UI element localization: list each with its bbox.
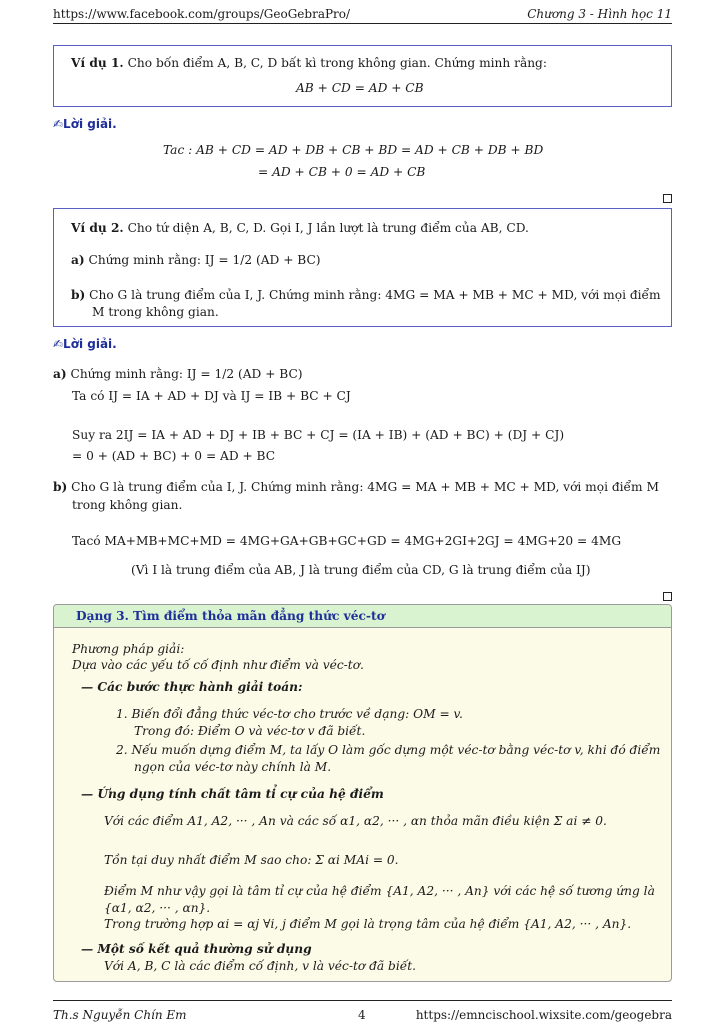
dang-3-box <box>53 604 672 982</box>
step-1-line-a: 1. Biến đổi đẳng thức véc-tơ cho trước về dạng: OM = v. <box>116 707 463 721</box>
dang-3-title: Dạng 3. Tìm điểm thỏa mãn đẳng thức véc-tơ <box>76 609 385 623</box>
page-footer <box>53 1000 672 1024</box>
solution-1-line-2: = AD + CB + 0 = AD + CB <box>258 165 426 179</box>
dang-3-header <box>54 605 671 628</box>
page-header <box>53 6 672 24</box>
results-line-1: Với A, B, C là các điểm cố định, v là véc-tơ đã biết. <box>104 959 416 973</box>
header-url[interactable]: https://www.facebook.com/groups/GeoGebraPro/ <box>53 7 351 21</box>
example-1-statement <box>71 55 547 73</box>
solution-2-a-line-2: Ta có IJ = IA + AD + DJ và IJ = IB + BC + CJ <box>72 389 351 403</box>
solution-2-a-label: a) <box>53 367 67 381</box>
application-line-2: Tồn tại duy nhất điểm M sao cho: Σ αi MAi = 0. <box>104 853 399 867</box>
method-label: Phương pháp giải: <box>72 642 185 656</box>
footer-author: Th.s Nguyễn Chín Em <box>53 1008 187 1022</box>
part-a-text: Chứng minh rằng: IJ = 1/2 (AD + BC) <box>88 253 321 267</box>
solution-2-a-line-3: Suy ra 2IJ = IA + AD + DJ + IB + BC + CJ = (IA + IB) + (AD + BC) + (DJ + CJ) <box>72 428 565 442</box>
solution-1-label: ✍Lời giải. <box>53 117 117 131</box>
solution-2-b-line-2: trong không gian. <box>72 498 183 512</box>
part-a-label: a) <box>71 253 85 267</box>
footer-url[interactable]: https://emncischool.wixsite.com/geogebra <box>415 1008 672 1022</box>
example-2-part-a <box>71 252 321 270</box>
solution-2-b-line-4: (Vì I là trung điểm của AB, J là trung điểm của CD, G là trung điểm của IJ) <box>131 563 591 577</box>
solution-2-a-line-1 <box>53 366 303 384</box>
application-heading: — Ứng dụng tính chất tâm tỉ cự của hệ điểm <box>81 787 384 801</box>
solution-1-line-1: Tac : AB + CD = AD + DB + CB + BD = AD + CB + DB + BD <box>163 143 544 157</box>
solution-2-a-line-4: = 0 + (AD + BC) + 0 = AD + BC <box>72 449 276 463</box>
method-text: Dựa vào các yếu tố cố định như điểm và véc-tơ. <box>72 658 364 672</box>
application-line-3: Điểm M như vậy gọi là tâm tỉ cự của hệ điểm {A1, A2, ··· , An} với các hệ số tương ứng là <box>104 884 655 898</box>
results-heading: — Một số kết quả thường sử dụng <box>81 942 312 956</box>
steps-heading: — Các bước thực hành giải toán: <box>81 680 303 694</box>
solution-2-b-line-3: Tacó MA+MB+MC+MD = 4MG+GA+GB+GC+GD = 4MG+2GI+2GJ = 4MG+20 = 4MG <box>72 534 622 548</box>
application-line-1: Với các điểm A1, A2, ··· , An và các số α1, α2, ··· , αn thỏa mãn điều kiện Σ ai ≠ 0. <box>104 814 607 828</box>
step-1-line-b: Trong đó: Điểm O và véc-tơ v đã biết. <box>134 724 366 738</box>
solution-2-b-text: Cho G là trung điểm của I, J. Chứng minh rằng: 4MG = MA + MB + MC + MD, với mọi điểm M <box>71 480 659 494</box>
page-number: 4 <box>358 1008 366 1022</box>
part-b-text-2: M trong không gian. <box>92 305 219 319</box>
example-1-label: Ví dụ 1. <box>71 56 124 70</box>
qed-square-icon <box>663 592 672 601</box>
example-2-label: Ví dụ 2. <box>71 221 124 235</box>
step-2-line-a: 2. Nếu muốn dựng điểm M, ta lấy O làm gốc dựng một véc-tơ bằng véc-tơ v, khi đó điểm <box>116 743 661 757</box>
solution-2-label: ✍Lời giải. <box>53 337 117 351</box>
qed-square-icon <box>663 194 672 203</box>
example-2-part-b <box>71 287 661 305</box>
example-1-text: Cho bốn điểm A, B, C, D bất kì trong không gian. Chứng minh rằng: <box>127 56 547 70</box>
solution-2-a-text: Chứng minh rằng: IJ = 1/2 (AD + BC) <box>70 367 303 381</box>
example-1-formula: AB + CD = AD + CB <box>296 81 424 95</box>
step-2-line-b: ngọn của véc-tơ này chính là M. <box>134 760 332 774</box>
application-line-4: {α1, α2, ··· , αn}. <box>104 901 211 915</box>
application-line-5: Trong trường hợp αi = αj ∀i, j điểm M gọi là trọng tâm của hệ điểm {A1, A2, ··· , An}. <box>104 917 632 931</box>
example-2-text: Cho tứ diện A, B, C, D. Gọi I, J lần lượt là trung điểm của AB, CD. <box>127 221 529 235</box>
example-2-statement <box>71 220 529 238</box>
example-2-box <box>53 208 672 327</box>
example-1-box <box>53 45 672 107</box>
part-b-text-1: Cho G là trung điểm của I, J. Chứng minh rằng: 4MG = MA + MB + MC + MD, với mọi điểm <box>89 288 661 302</box>
part-b-label: b) <box>71 288 86 302</box>
solution-2-b-label: b) <box>53 480 68 494</box>
header-chapter: Chương 3 - Hình học 11 <box>527 7 672 21</box>
solution-2-b-line-1 <box>53 479 659 497</box>
